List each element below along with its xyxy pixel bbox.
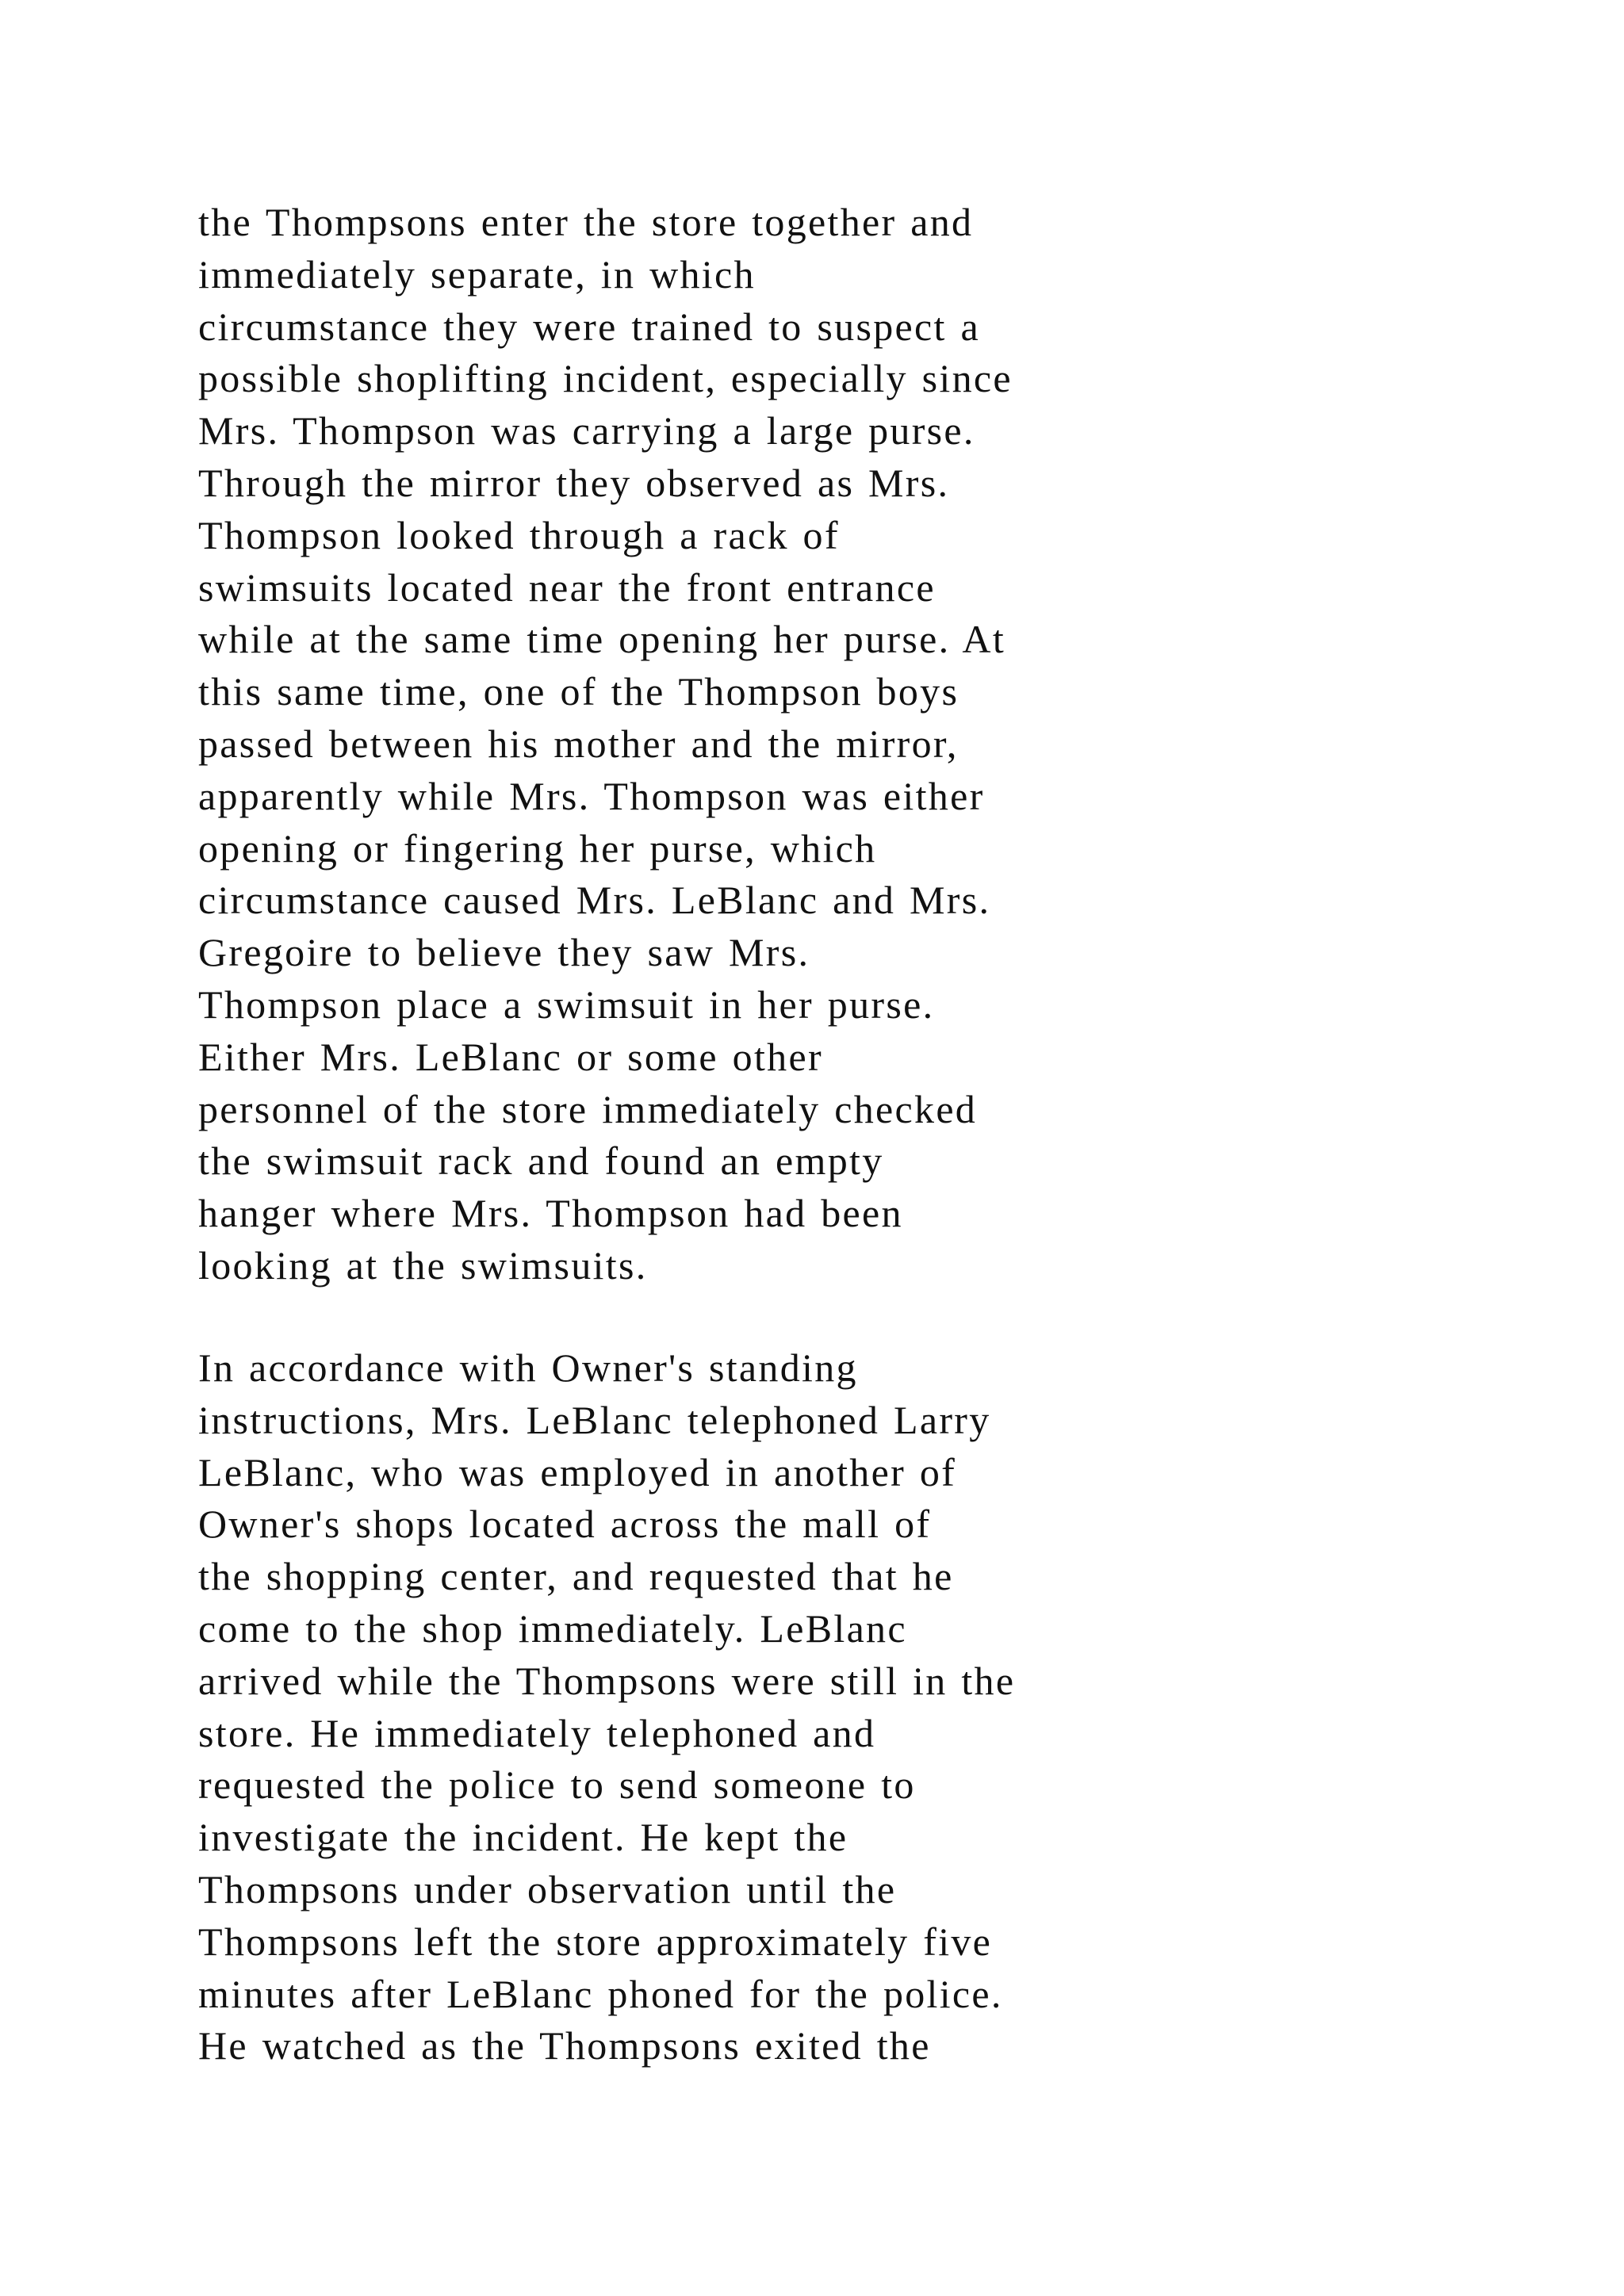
- text-line: looking at the swimsuits.: [198, 1242, 648, 1288]
- text-line: requested the police to send someone to: [198, 1762, 916, 1808]
- text-line: Owner's shops located across the mall of: [198, 1502, 932, 1547]
- text-line: investigate the incident. He kept the: [198, 1815, 848, 1860]
- text-line: while at the same time opening her purse. At: [198, 617, 1006, 662]
- text-line: apparently while Mrs. Thompson was either: [198, 773, 985, 818]
- text-line: Either Mrs. LeBlanc or some other: [198, 1034, 823, 1079]
- text-line: minutes after LeBlanc phoned for the police.: [198, 1971, 1003, 2016]
- text-line: immediately separate, in which: [198, 251, 756, 297]
- text-line: In accordance with Owner's standing: [198, 1345, 858, 1390]
- paragraph-2: [198, 1342, 1467, 2072]
- text-line: possible shoplifting incident, especially since: [198, 356, 1013, 401]
- text-line: instructions, Mrs. LeBlanc telephoned Larry: [198, 1397, 991, 1442]
- text-line: Thompson place a swimsuit in her purse.: [198, 982, 935, 1027]
- text-line: the Thompsons enter the store together and: [198, 200, 974, 244]
- text-line: personnel of the store immediately checked: [198, 1086, 978, 1131]
- text-line: Through the mirror they observed as Mrs.: [198, 460, 950, 505]
- text-line: circumstance they were trained to suspect a: [198, 304, 980, 349]
- text-line: come to the shop immediately. LeBlanc: [198, 1605, 907, 1651]
- text-line: this same time, one of the Thompson boys: [198, 669, 959, 714]
- text-line: LeBlanc, who was employed in another of: [198, 1449, 957, 1494]
- text-line: Gregoire to believe they saw Mrs.: [198, 930, 810, 975]
- text-line: Thompsons left the store approximately five: [198, 1919, 993, 1964]
- text-line: arrived while the Thompsons were still in the: [198, 1658, 1016, 1703]
- text-line: circumstance caused Mrs. LeBlanc and Mrs.: [198, 878, 991, 923]
- paragraph-1: [198, 197, 1467, 1292]
- text-line: the shopping center, and requested that he: [198, 1554, 954, 1599]
- text-line: hanger where Mrs. Thompson had been: [198, 1191, 903, 1236]
- text-line: store. He immediately telephoned and: [198, 1710, 876, 1755]
- text-line: He watched as the Thompsons exited the: [198, 2023, 931, 2068]
- text-line: Thompson looked through a rack of: [198, 512, 840, 557]
- text-line: Mrs. Thompson was carrying a large purse.: [198, 408, 975, 453]
- text-line: Thompsons under observation until the: [198, 1866, 897, 1911]
- text-line: opening or fingering her purse, which: [198, 825, 877, 871]
- text-line: the swimsuit rack and found an empty: [198, 1138, 884, 1184]
- text-line: passed between his mother and the mirror,: [198, 721, 959, 766]
- text-line: swimsuits located near the front entrance: [198, 564, 936, 610]
